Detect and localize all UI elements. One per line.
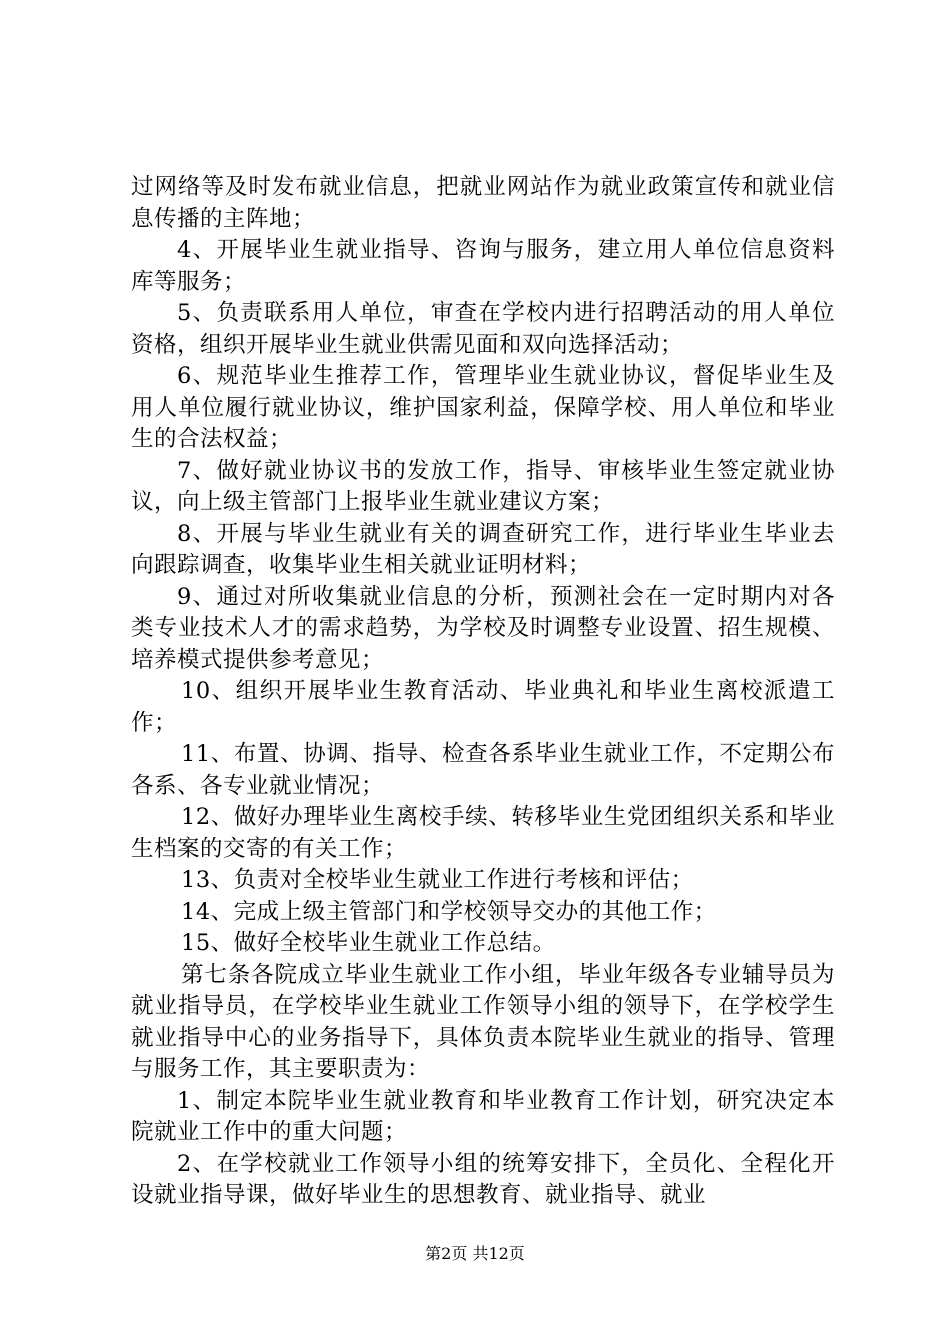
paragraph-item-14: 14、完成上级主管部门和学校领导交办的其他工作； (181, 898, 717, 925)
paragraph-item-11: 11、布置、协调、指导、检查各系毕业生就业工作，不定期公布各系、各专业就业情况； (131, 741, 835, 799)
paragraph-item-13: 13、负责对全校毕业生就业工作进行考核和评估； (181, 867, 694, 893)
page-footer: 第2页 共12页 (425, 1244, 525, 1263)
paragraph-duty-1: 1、制定本院毕业生就业教育和毕业教育工作计划，研究决定本院就业工作中的重大问题； (131, 1087, 835, 1145)
paragraph-article-7: 第七条各院成立毕业生就业工作小组，毕业年级各专业辅导员为就业指导员，在学校毕业生就业工作领导小组的领导下，在学校学生就业指导中心的业务指导下，具体负责本院毕业生就业的指导、管理与服务工作，其主要职责为： (131, 961, 835, 1082)
paragraph-item-4: 4、开展毕业生就业指导、咨询与服务，建立用人单位信息资料库等服务； (131, 237, 835, 295)
paragraph-item-7: 7、做好就业协议书的发放工作，指导、审核毕业生签定就业协议，向上级主管部门上报毕业生就业建议方案； (131, 457, 835, 515)
paragraph-duty-2: 2、在学校就业工作领导小组的统筹安排下，全员化、全程化开设就业指导课，做好毕业生的思想教育、就业指导、就业 (131, 1150, 835, 1208)
document-body (131, 172, 835, 1212)
paragraph-item-15: 15、做好全校毕业生就业工作总结。 (181, 930, 556, 956)
paragraph-item-8: 8、开展与毕业生就业有关的调查研究工作，进行毕业生毕业去向跟踪调查，收集毕业生相关就业证明材料； (131, 520, 835, 578)
paragraph-item-6: 6、规范毕业生推荐工作，管理毕业生就业协议，督促毕业生及用人单位履行就业协议，维护国家利益，保障学校、用人单位和毕业生的合法权益； (131, 363, 835, 452)
paragraph-item-10: 10、组织开展毕业生教育活动、毕业典礼和毕业生离校派遣工作； (131, 678, 835, 736)
paragraph-item-12: 12、做好办理毕业生离校手续、转移毕业生党团组织关系和毕业生档案的交寄的有关工作； (131, 804, 835, 862)
paragraph-continuation: 过网络等及时发布就业信息，把就业网站作为就业政策宣传和就业信息传播的主阵地； (131, 174, 835, 232)
paragraph-item-5: 5、负责联系用人单位，审查在学校内进行招聘活动的用人单位资格，组织开展毕业生就业供需见面和双向选择活动； (131, 300, 835, 358)
paragraph-item-9: 9、通过对所收集就业信息的分析，预测社会在一定时期内对各类专业技术人才的需求趋势，为学校及时调整专业设置、招生规模、培养模式提供参考意见； (131, 583, 835, 673)
